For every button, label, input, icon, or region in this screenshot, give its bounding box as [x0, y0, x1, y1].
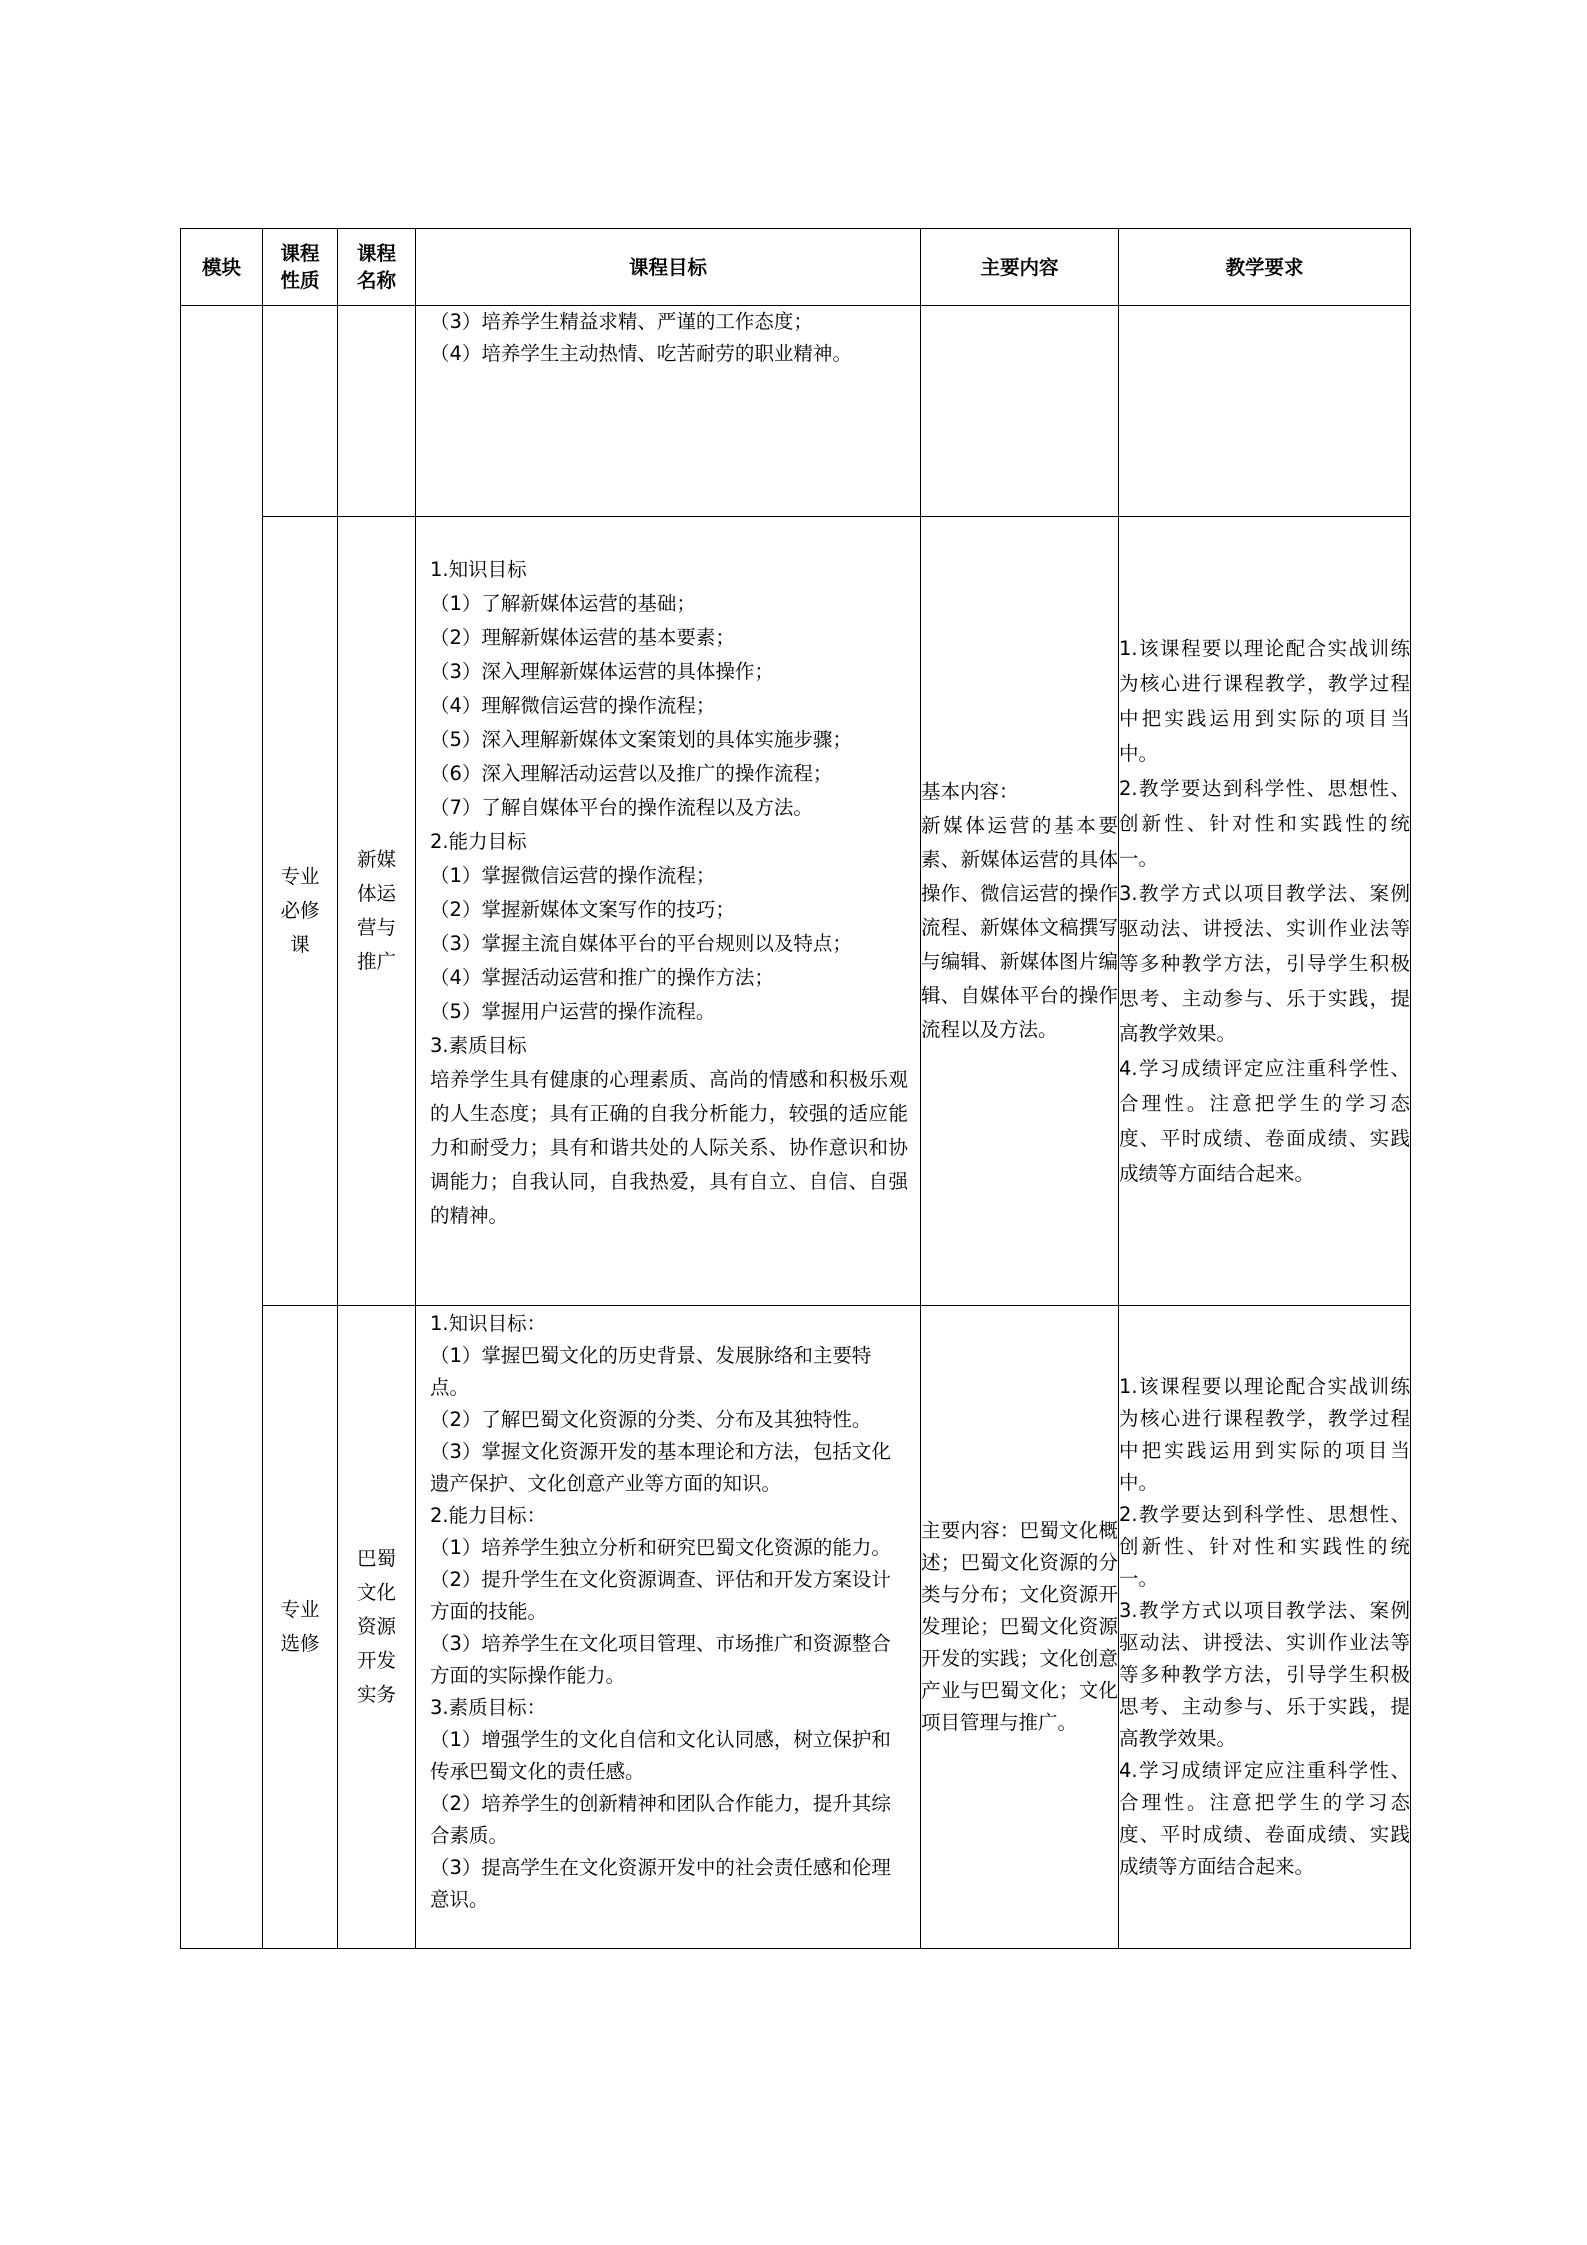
course-goals-cell: [416, 1306, 921, 1949]
content-label: 基本内容：: [921, 780, 1019, 803]
goal-line: （4）培养学生主动热情、吃苦耐劳的职业精神。: [430, 342, 852, 365]
requirement-item: 2.教学要达到科学性、思想性、创新性、针对性和实践性的统一。: [1119, 777, 1410, 870]
goal-line: （4）掌握活动运营和推广的操作方法；: [430, 966, 774, 989]
teaching-requirements-cell: [1119, 517, 1411, 1306]
course-table: [180, 228, 1411, 1949]
goal-line: （2）理解新媒体运营的基本要素；: [430, 626, 735, 649]
goal-line: （1）掌握巴蜀文化的历史背景、发展脉络和主要特点。: [430, 1344, 872, 1399]
goal-heading: 3.素质目标：: [430, 1696, 547, 1719]
teaching-requirements-cell: [1119, 306, 1411, 517]
goal-line: （7）了解自媒体平台的操作流程以及方法。: [430, 796, 813, 819]
header-content: 主要内容: [921, 229, 1119, 306]
goal-line: （3）掌握文化资源开发的基本理论和方法，包括文化遗产保护、文化创意产业等方面的知识。: [430, 1440, 891, 1495]
requirement-item: 3.教学方式以项目教学法、案例驱动法、讲授法、实训作业法等等多种教学方法，引导学生积极思考、主动参与、乐于实践，提高教学效果。: [1119, 1599, 1410, 1750]
teaching-requirements-cell: [1119, 1306, 1411, 1949]
goal-line: （2）掌握新媒体文案写作的技巧；: [430, 898, 735, 921]
module-cell: [181, 306, 263, 1949]
table-row: [181, 1306, 1411, 1949]
goal-line: （2）培养学生的创新精神和团队合作能力，提升其综合素质。: [430, 1792, 891, 1847]
content-text: 新媒体运营的基本要素、新媒体运营的具体操作、微信运营的操作流程、新媒体文稿撰写与编辑、新媒体图片编辑、自媒体平台的操作流程以及方法。: [921, 814, 1118, 1041]
goal-line: （3）提高学生在文化资源开发中的社会责任感和伦理意识。: [430, 1856, 891, 1911]
goal-heading: 2.能力目标: [430, 830, 527, 853]
goal-paragraph: 培养学生具有健康的心理素质、高尚的情感和积极乐观的人生态度；具有正确的自我分析能力，较强的适应能力和耐受力；具有和谐共处的人际关系、协作意识和协调能力；自我认同，自我热爱，具有自立、自信、自强的精神。: [430, 1068, 908, 1227]
course-nature-cell: [263, 306, 338, 517]
goal-line: （4）理解微信运营的操作流程；: [430, 694, 716, 717]
header-module: 模块: [181, 229, 263, 306]
goal-line: （2）提升学生在文化资源调查、评估和开发方案设计方面的技能。: [430, 1568, 891, 1623]
requirement-item: 1.该课程要以理论配合实战训练为核心进行课程教学，教学过程中把实践运用到实际的项目当中。: [1119, 1375, 1410, 1494]
goal-line: （3）培养学生精益求精、严谨的工作态度；: [430, 310, 813, 333]
goal-heading: 3.素质目标: [430, 1034, 527, 1057]
header-goals: 课程目标: [416, 229, 921, 306]
course-nature-cell: 专业必修课: [263, 517, 338, 1306]
requirement-item: 2.教学要达到科学性、思想性、创新性、针对性和实践性的统一。: [1119, 1503, 1410, 1590]
main-content-cell: [921, 1306, 1119, 1949]
goal-line: （1）了解新媒体运营的基础；: [430, 592, 696, 615]
goal-heading: 2.能力目标：: [430, 1504, 547, 1527]
course-name-cell: 巴蜀文化资源开发实务: [338, 1306, 416, 1949]
goal-line: （3）深入理解新媒体运营的具体操作；: [430, 660, 774, 683]
header-nature: 课程性质: [263, 229, 338, 306]
course-name-cell: 新媒体运营与推广: [338, 517, 416, 1306]
course-name-cell: [338, 306, 416, 517]
content-text: 主要内容：巴蜀文化概述；巴蜀文化资源的分类与分布；文化资源开发理论；巴蜀文化资源开发的实践；文化创意产业与巴蜀文化；文化项目管理与推广。: [921, 1519, 1118, 1734]
table-row: [181, 517, 1411, 1306]
course-goals-cell: [416, 306, 921, 517]
goal-heading: 1.知识目标: [430, 558, 527, 581]
goal-line: （3）培养学生在文化项目管理、市场推广和资源整合方面的实际操作能力。: [430, 1632, 891, 1687]
goal-line: （1）增强学生的文化自信和文化认同感，树立保护和传承巴蜀文化的责任感。: [430, 1728, 891, 1783]
header-requirements: 教学要求: [1119, 229, 1411, 306]
goal-line: （1）培养学生独立分析和研究巴蜀文化资源的能力。: [430, 1536, 891, 1559]
goal-line: （1）掌握微信运营的操作流程；: [430, 864, 716, 887]
table-row: [181, 306, 1411, 517]
table-header-row: [181, 229, 1411, 306]
course-nature-cell: 专业选修: [263, 1306, 338, 1949]
main-content-cell: [921, 306, 1119, 517]
main-content-cell: [921, 517, 1119, 1306]
requirement-item: 3.教学方式以项目教学法、案例驱动法、讲授法、实训作业法等等多种教学方法，引导学生积极思考、主动参与、乐于实践，提高教学效果。: [1119, 882, 1410, 1045]
goal-heading: 1.知识目标：: [430, 1312, 547, 1335]
requirement-item: 1.该课程要以理论配合实战训练为核心进行课程教学，教学过程中把实践运用到实际的项目当中。: [1119, 637, 1410, 765]
goal-line: （5）掌握用户运营的操作流程。: [430, 1000, 716, 1023]
requirement-item: 4.学习成绩评定应注重科学性、合理性。注意把学生的学习态度、平时成绩、卷面成绩、实践成绩等方面结合起来。: [1119, 1759, 1410, 1878]
course-goals-cell: [416, 517, 921, 1306]
goal-line: （5）深入理解新媒体文案策划的具体实施步骤；: [430, 728, 852, 751]
requirement-item: 4.学习成绩评定应注重科学性、合理性。注意把学生的学习态度、平时成绩、卷面成绩、实践成绩等方面结合起来。: [1119, 1057, 1410, 1185]
goal-line: （3）掌握主流自媒体平台的平台规则以及特点；: [430, 932, 852, 955]
goal-line: （2）了解巴蜀文化资源的分类、分布及其独特性。: [430, 1408, 872, 1431]
header-name: 课程名称: [338, 229, 416, 306]
goal-line: （6）深入理解活动运营以及推广的操作流程；: [430, 762, 833, 785]
